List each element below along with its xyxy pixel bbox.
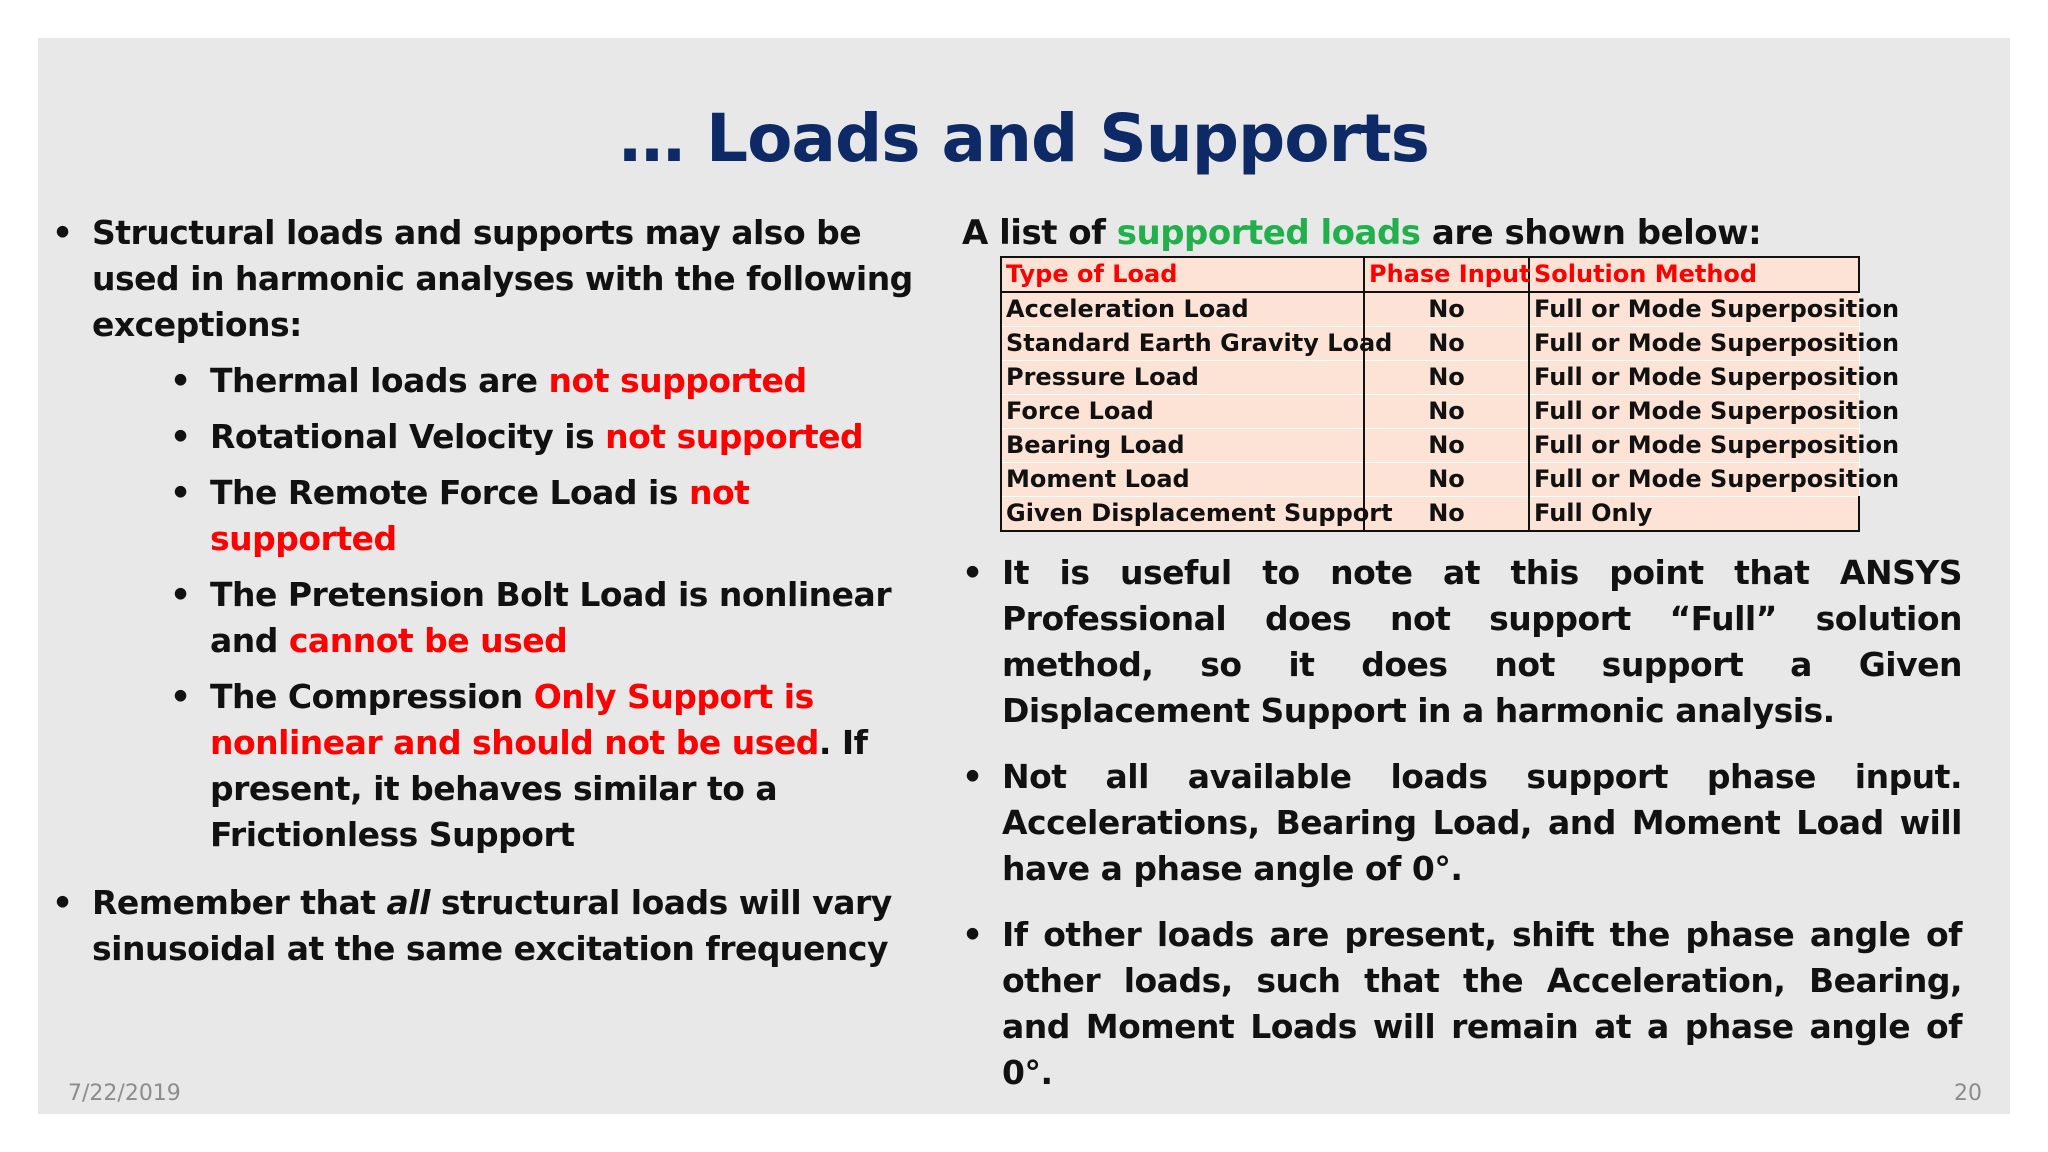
bullet-dot: • xyxy=(170,575,191,614)
cell-load: Given Displacement Support xyxy=(1001,497,1364,532)
cell-method: Full or Mode Superposition xyxy=(1529,429,1859,463)
bullet-text: Structural loads and supports may also be used in harmonic analyses with the following exceptions: xyxy=(92,213,913,344)
table-header-row xyxy=(1001,257,1859,292)
bullet-text: It is useful to note at this point that ANSYS Professional does not support “Full” solution method, so it does not support a Given Displacement Support in a harmonic analysis. xyxy=(1002,553,1962,730)
intro-text-tail: are shown below: xyxy=(1420,213,1762,253)
cell-load: Standard Earth Gravity Load xyxy=(1001,327,1364,361)
left-column xyxy=(52,210,932,972)
bullet-dot: • xyxy=(52,883,73,922)
cell-method: Full or Mode Superposition xyxy=(1529,463,1859,497)
cell-phase: No xyxy=(1364,361,1529,395)
header-phase-input: Phase Input xyxy=(1364,257,1529,292)
sub-text: The Compression xyxy=(210,677,534,716)
bullet-dot: • xyxy=(52,213,73,252)
table-intro xyxy=(962,210,1962,256)
loads-table xyxy=(1000,256,1900,532)
bullet-dot: • xyxy=(962,757,983,796)
cell-method: Full or Mode Superposition xyxy=(1529,395,1859,429)
footer-date: 7/22/2019 xyxy=(68,1081,181,1106)
sub-list xyxy=(92,358,932,858)
cell-method: Full or Mode Superposition xyxy=(1529,327,1859,361)
sub-highlight: not supported xyxy=(605,417,864,456)
sub-bullet-thermal xyxy=(170,358,932,404)
sub-bullet-rotational xyxy=(170,414,932,460)
bullet-exceptions xyxy=(52,210,932,858)
table-row xyxy=(1001,361,1859,395)
sub-highlight: not supported xyxy=(210,473,750,558)
bullet-dot: • xyxy=(170,361,191,400)
bullet-shift-phase xyxy=(962,912,1962,1096)
slide xyxy=(38,38,2010,1114)
sub-bullet-remote-force xyxy=(170,470,932,562)
cell-load: Moment Load xyxy=(1001,463,1364,497)
sub-highlight: not supported xyxy=(548,361,807,400)
sub-bullet-pretension xyxy=(170,572,932,664)
bullet-dot: • xyxy=(170,417,191,456)
header-type-of-load: Type of Load xyxy=(1001,257,1364,292)
cell-load: Pressure Load xyxy=(1001,361,1364,395)
sub-text-tail: . If present, it behaves similar to a Frictionless Support xyxy=(210,723,868,854)
bullet-dot: • xyxy=(962,553,983,592)
bullet-text: Remember that xyxy=(92,883,387,922)
intro-highlight: supported loads xyxy=(1116,213,1421,253)
sub-highlight: Only Support is nonlinear and should not be used xyxy=(210,677,819,762)
sub-bullet-compression xyxy=(170,674,932,858)
slide-title: … Loads and Supports xyxy=(619,100,1429,177)
cell-method: Full or Mode Superposition xyxy=(1529,361,1859,395)
cell-load: Acceleration Load xyxy=(1001,292,1364,327)
sub-highlight: cannot be used xyxy=(288,621,568,660)
bullet-dot: • xyxy=(962,915,983,954)
table-row xyxy=(1001,395,1859,429)
cell-phase: No xyxy=(1364,395,1529,429)
bullet-phase-input xyxy=(962,754,1962,892)
bullet-dot: • xyxy=(170,677,191,716)
sub-text: The Pretension Bolt Load is nonlinear and xyxy=(210,575,892,660)
bullet-text: If other loads are present, shift the phase angle of other loads, such that the Acceleration, Bearing, and Moment Loads will remain at a phase angle of 0°. xyxy=(1002,915,1962,1092)
slide-number: 20 xyxy=(1954,1081,1982,1106)
table-row xyxy=(1001,292,1859,327)
cell-phase: No xyxy=(1364,497,1529,532)
sub-text: Thermal loads are xyxy=(210,361,549,400)
cell-phase: No xyxy=(1364,292,1529,327)
right-column xyxy=(962,210,1962,1096)
cell-method: Full Only xyxy=(1529,497,1859,532)
cell-load: Force Load xyxy=(1001,395,1364,429)
table-row xyxy=(1001,497,1859,532)
bullet-remember xyxy=(52,880,932,972)
cell-phase: No xyxy=(1364,327,1529,361)
cell-phase: No xyxy=(1364,429,1529,463)
intro-text: A list of xyxy=(962,213,1117,253)
table-row xyxy=(1001,327,1859,361)
cell-phase: No xyxy=(1364,463,1529,497)
header-solution-method: Solution Method xyxy=(1529,257,1859,292)
bullet-emphasis: all xyxy=(386,883,430,922)
bullet-text: Not all available loads support phase input. Accelerations, Bearing Load, and Moment Load will have a phase angle of 0°. xyxy=(1002,757,1962,888)
table-row xyxy=(1001,463,1859,497)
sub-text: Rotational Velocity is xyxy=(210,417,606,456)
sub-text: The Remote Force Load is xyxy=(210,473,689,512)
bullet-dot: • xyxy=(170,473,191,512)
table-row xyxy=(1001,429,1859,463)
bullet-text-tail: structural loads will vary sinusoidal at the same excitation frequency xyxy=(92,883,892,968)
cell-method: Full or Mode Superposition xyxy=(1529,292,1859,327)
cell-load: Bearing Load xyxy=(1001,429,1364,463)
bullet-ansys-professional xyxy=(962,550,1962,734)
